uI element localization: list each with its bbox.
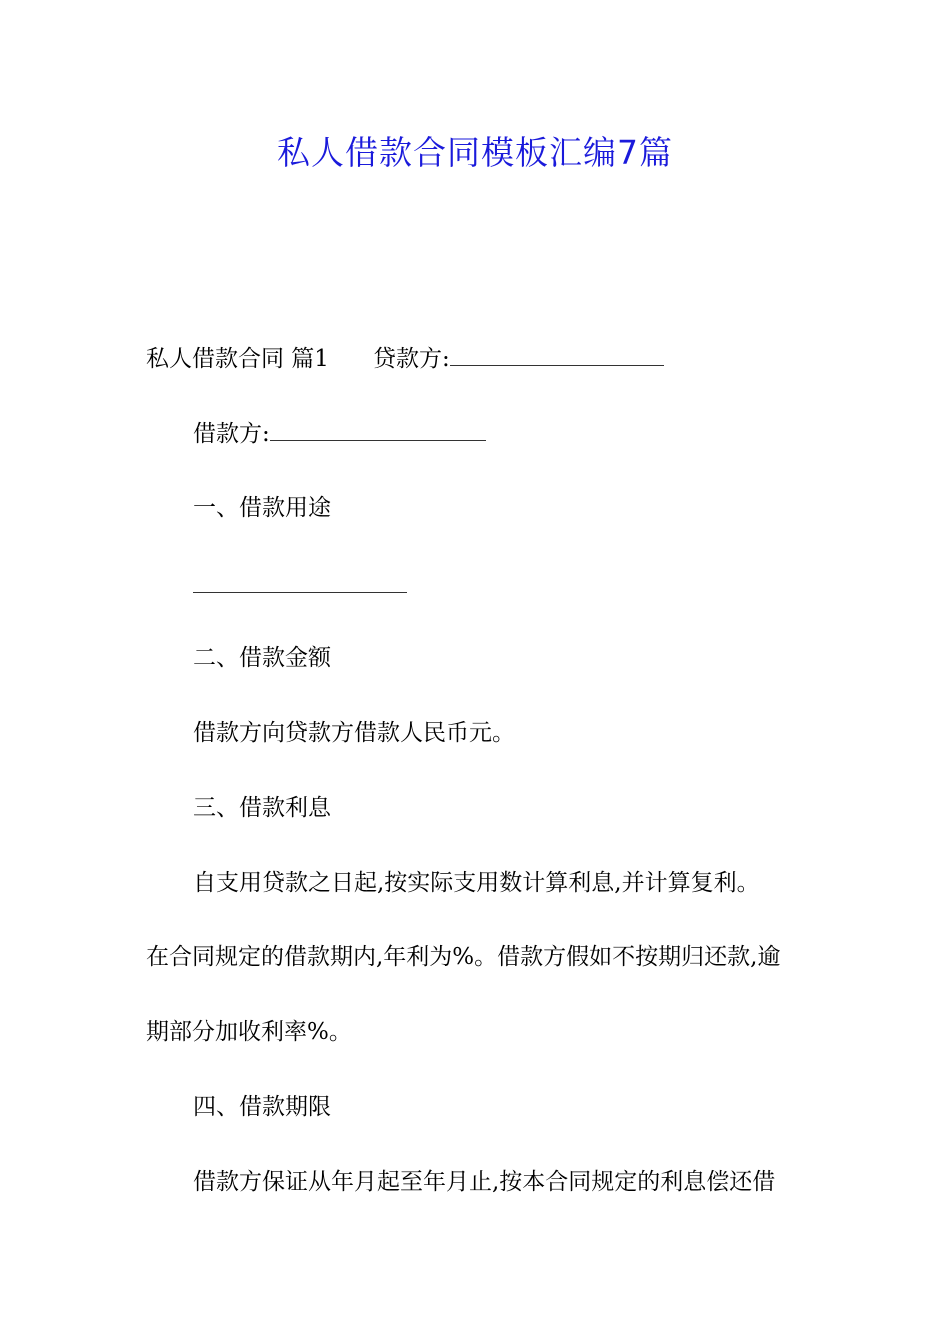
section4-text: 借款方保证从年月起至年月止,按本合同规定的利息偿还借 xyxy=(193,1169,776,1195)
section2-heading: 二、借款金额 xyxy=(193,645,331,671)
section4-heading: 四、借款期限 xyxy=(193,1094,331,1120)
section1-heading: 一、借款用途 xyxy=(193,495,331,521)
section2-text: 借款方向贷款方借款人民币元。 xyxy=(193,720,515,746)
section3-line-1: 自支用贷款之日起,按实际支用数计算利息,并计算复利。 xyxy=(193,870,760,896)
section3-line-3: 期部分加收利率%。 xyxy=(146,1019,352,1045)
lender-label: 贷款方: xyxy=(372,346,450,372)
contract-heading: 私人借款合同 篇1 xyxy=(146,346,329,372)
borrower-label: 借款方: xyxy=(193,421,270,447)
borrower-line xyxy=(193,417,486,451)
borrower-blank-field[interactable] xyxy=(270,418,486,441)
purpose-blank-field[interactable] xyxy=(193,570,407,593)
section3-line-2: 在合同规定的借款期内,年利为%。借款方假如不按期归还款,逾 xyxy=(146,944,781,970)
contract-first-line xyxy=(146,342,664,376)
lender-blank-field[interactable] xyxy=(450,343,664,366)
section3-heading: 三、借款利息 xyxy=(193,795,331,821)
document-title: 私人借款合同模板汇编7篇 xyxy=(277,133,673,172)
